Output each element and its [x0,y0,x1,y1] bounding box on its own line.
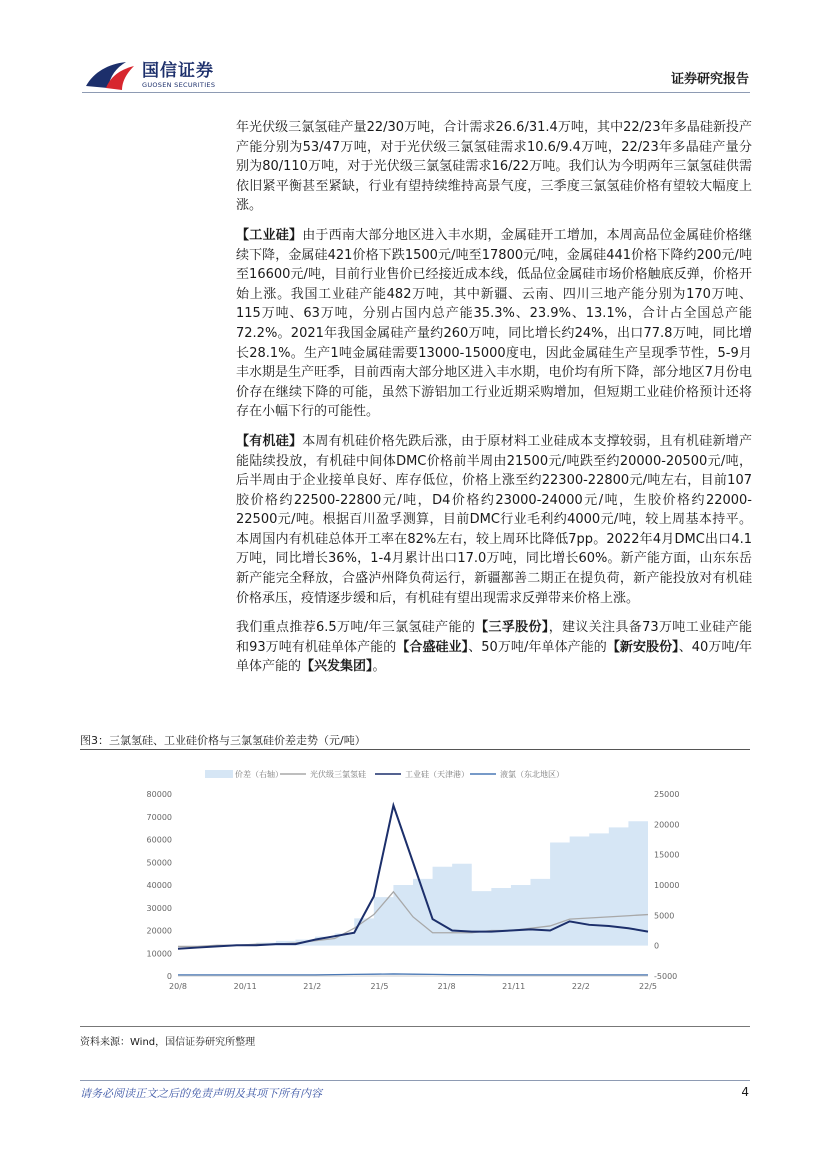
y-left-tick-label: 10000 [146,949,172,959]
text-industrial-silicon: 由于西南大部分地区进入丰水期，金属硅开工增加，本周高品位金属硅价格继续下降，金属硅421价格下跌1500元/吨至17800元/吨，金属硅441价格下降约200元/吨至16600元/吨，目前行业售价已经接近成本线，低品位金属硅市场价格触底反弹，价格开始上涨。我国工业硅产能482万吨，其中新疆、云南、四川三地产能分别为170万吨、115万吨、63万吨，分别占国内总产能35.3%、23.9%、13.1%，合计占全国总产能72.2%。2021年我国金属硅产量约260万吨，同比增长约24%，出口77.8万吨，同比增长28.1%。生产1吨金属硅需要13000-15000度电，因此金属硅生产呈现季节性，5-9月丰水期是生产旺季，目前西南大部分地区进入丰水期，电价均有所下降，部分地区7月份电价存在继续下降的可能，虽然下游铝加工行业近期采购增加，但短期工业硅价格预计还将存在小幅下行的可能性。 [236,227,752,420]
chart-legend [205,769,564,779]
price-trend-chart [80,762,750,1002]
y-right-tick-label: -5000 [654,972,678,981]
x-tick-label: 21/5 [370,982,389,991]
y-left-tick-label: 0 [166,972,172,981]
legend-label-1: 光伏级三氯氢硅 [310,770,366,779]
paragraph-trichlorosilane: 年光伏级三氯氢硅产量22/30万吨，合计需求26.6/31.4万吨，其中22/23年多晶硅新投产产能分别为53/47万吨，对于光伏级三氯氢硅需求10.6/9.4万吨，22/23年多晶硅产量分别为80/110万吨，对于光伏级三氯氢硅需求16/22万吨。我们认为今明两年三氯氢硅供需依旧紧平衡甚至紧缺，行业有望持续维持高景气度，三季度三氯氢硅价格有望较大幅度上涨。 [236,120,752,214]
figure-source: 资料来源：Wind，国信证券研究所整理 [80,1037,256,1048]
legend-label-3: 液氯（东北地区） [500,770,564,779]
figure-bottom-rule [80,1026,750,1027]
y-right-tick-label: 5000 [654,911,675,921]
footer-disclaimer: 请务必阅读正文之后的免责声明及其项下所有内容 [80,1087,322,1100]
paragraph-organic-silicon [236,432,752,608]
tag-industrial-silicon: 【工业硅】 [236,227,303,243]
figure-title: 图3：三氯氢硅、工业硅价格与三氯氢硅价差走势（元/吨） [80,734,366,747]
y-left-tick-label: 60000 [146,835,172,845]
rec-text-i: 。 [372,659,386,675]
y-left-tick-label: 40000 [146,881,172,890]
x-tick-label: 20/11 [233,982,257,991]
y-right-tick-label: 15000 [654,850,680,860]
paragraph-industrial-silicon [236,226,752,422]
y-left-tick-label: 30000 [146,903,172,913]
page-header [0,0,827,100]
y-left-tick-label: 50000 [146,858,172,868]
y-right-tick-label: 25000 [654,790,680,799]
rec-xinan: 【新安股份】 [606,639,679,655]
tag-organic-silicon: 【有机硅】 [236,433,303,449]
report-type-label: 证券研究报告 [670,72,749,87]
x-tick-label: 21/11 [502,982,526,991]
page-number: 4 [741,1085,749,1099]
x-tick-label: 22/2 [571,982,590,991]
paragraph-recommendation [236,618,752,677]
body-text [236,118,752,687]
rec-text-c: ，建议关注具备73万吨工业硅产能和93万吨有机硅单体产能的 [236,620,752,655]
legend-swatch-0 [205,770,233,778]
y-right-tick-label: 20000 [654,820,680,830]
x-tick-label: 21/8 [437,982,456,991]
guosen-logo-icon [82,58,136,92]
legend-label-0: 价差（右轴） [235,770,283,779]
series-area-spread [178,815,648,945]
chart-plot-area [178,805,648,974]
y-right-tick-label: 10000 [654,881,680,890]
logo-chinese-name: 国信证券 [142,60,214,81]
rec-text-a: 我们重点推荐6.5万吨/年三氯氢硅产能的 [236,620,476,636]
logo-english-name: GUOSEN SECURITIES [142,80,216,89]
y-right-tick-label: 0 [654,941,660,951]
footer-divider [80,1080,750,1081]
rec-hesheng: 【合盛硅业】 [396,639,469,655]
text-organic-silicon: 本周有机硅价格先跌后涨，由于原材料工业硅成本支撑较弱，且有机硅新增产能陆续投放，有机硅中间体DMC价格前半周由21500元/吨跌至约20000-20500元/吨，后半周由于企业接单良好、库存低位，价格上涨至约22300-22800元/吨左右，目前107胶价格约22500-22800元/吨，D4价格约23000-24000元/吨，生胶价格约22000-22500元/吨。根据百川盈孚测算，目前DMC行业毛利约4000元/吨，较上周基本持平。本周国内有机硅总体开工率在82%左右，较上周环比降低7pp。2022年4月DMC出口4.1万吨，同比增长36%，1-4月累计出口17.0万吨，同比增长60%。新产能方面，山东东岳新产能完全释放，合盛泸州降负荷运行，新疆鄯善二期正在提负荷，新产能投放对有机硅价格承压，疫情逐步缓和后，有机硅有望出现需求反弹带来价格上涨。 [236,433,752,606]
rec-xingfa: 【兴发集团】 [301,659,373,675]
legend-label-2: 工业硅（天津港） [405,770,469,779]
header-divider [82,92,750,93]
rec-text-g: 、40万吨/年单体产能的 [236,639,752,675]
rec-text-e: 、50万吨/年单体产能的 [468,639,607,655]
y-left-tick-label: 70000 [146,812,172,822]
y-left-tick-label: 80000 [146,790,172,799]
series-line-3 [178,974,648,975]
company-logo [82,58,215,92]
figure-top-rule [80,749,750,750]
x-tick-label: 20/8 [169,982,187,991]
x-tick-label: 21/2 [303,982,322,991]
rec-sanfu: 【三孚股份】 [475,620,549,636]
y-left-tick-label: 20000 [146,926,172,936]
x-tick-label: 22/5 [639,982,657,991]
